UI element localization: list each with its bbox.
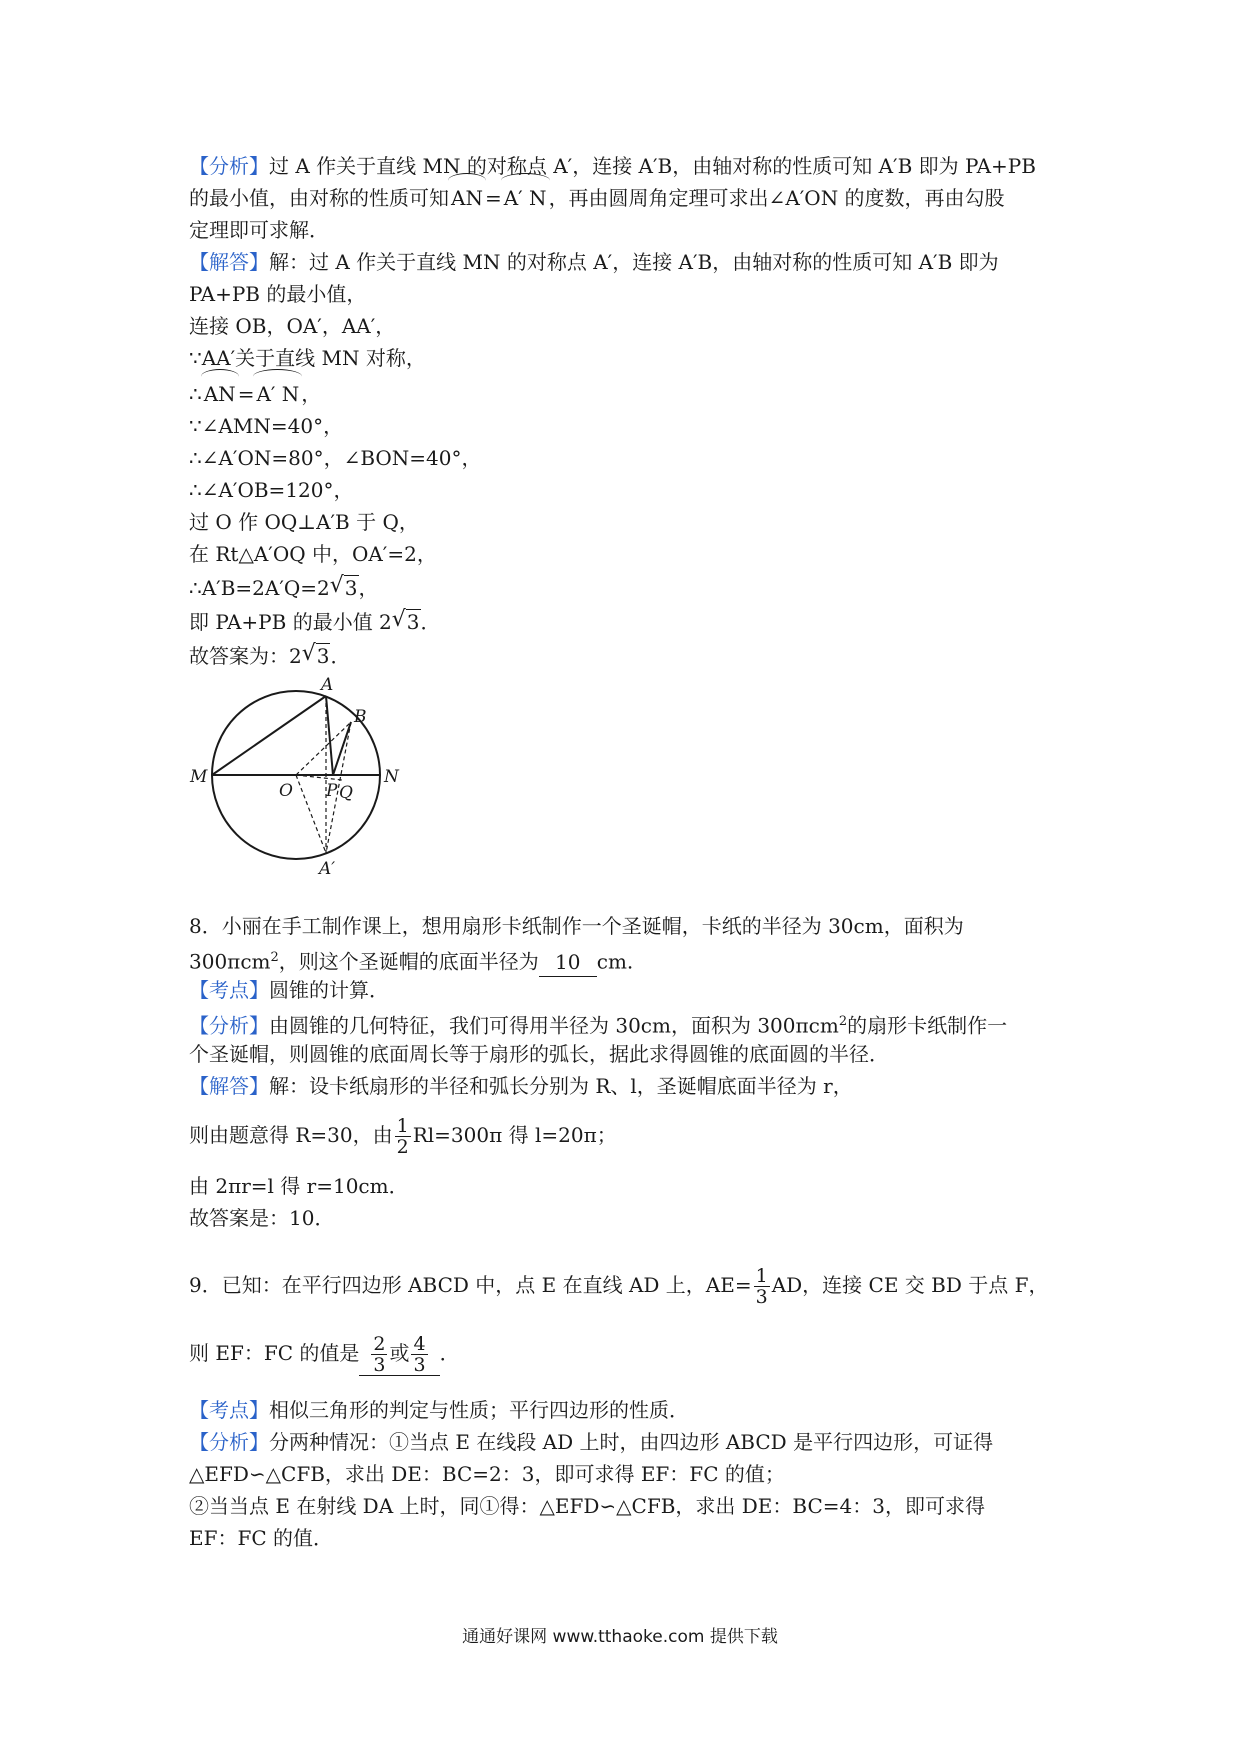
q8-analysis-line-1: 【分析】由圆锥的几何特征，我们可得用半径为 30cm，面积为 300πcm$^2$的扇形卡纸制作一 (189, 1013, 1008, 1038)
fraction-one-half: $\frac{1}{2}$ (396, 1115, 409, 1158)
kaodian-tag: 【考点】 (189, 978, 269, 1002)
q7-solution-line-8: ∴∠A′OB=120°， (189, 478, 354, 502)
q8-solution-line-1: 【解答】解：设卡纸扇形的半径和弧长分别为 R、l，圣诞帽底面半径为 r， (189, 1074, 853, 1098)
q7-solution-line-12: 即 PA+PB 的最小值 2√ 3． (189, 606, 441, 638)
q8-solution-line-2: 则由题意得 R=30，由 $\frac{1}{2}$ Rl=300π 得 l=20π； (189, 1115, 617, 1158)
q8-kaodian-line: 【考点】圆锥的计算． (189, 978, 389, 1002)
q7-solution-line-7: ∴∠A′ON=80°，∠BON=40°， (189, 446, 482, 470)
q9-analysis-line-1: 【分析】分两种情况：①当点 E 在线段 AD 上时，由四边形 ABCD 是平行四边形，可证得 (189, 1430, 994, 1454)
q7-solution-line-6: ∵∠AMN=40°， (189, 414, 344, 438)
label-a-prime: A′ (319, 859, 336, 879)
label-n: N (384, 767, 399, 787)
q7-solution-line-10: 在 Rt△A′OQ 中，OA′=2， (189, 542, 437, 566)
answer-blank: $\frac{2}{3}$ 或 $\frac{4}{3}$ (359, 1331, 439, 1376)
solution-tag: 【解答】 (189, 1074, 269, 1098)
q9-line-2: 则 EF：FC 的值是 $\frac{2}{3}$ 或 $\frac{4}{3}$ ． (189, 1333, 460, 1376)
analysis-tag: 【分析】 (189, 154, 269, 178)
q7-solution-line-9: 过 O 作 OQ⊥A′B 于 Q， (189, 510, 419, 534)
q7-solution-line-5: ∴ AN = A′ N ， (189, 378, 321, 410)
segment-oa-prime (296, 775, 326, 853)
kaodian-tag: 【考点】 (189, 1398, 269, 1422)
sqrt: √ 3 (392, 606, 421, 638)
q7-solution-line-3: 连接 OB，OA′，AA′， (189, 314, 396, 338)
sqrt: √ 3 (330, 572, 359, 604)
label-p: P (326, 781, 338, 801)
analysis-tag: 【分析】 (189, 1430, 269, 1454)
q7-solution-line-1: 【解答】解：过 A 作关于直线 MN 的对称点 A′，连接 A′B，由轴对称的性质可知 A′B 即为 (189, 250, 999, 274)
label-b: B (354, 707, 367, 727)
q8-analysis-line-2: 个圣诞帽，则圆锥的底面周长等于扇形的弧长，据此求得圆锥的底面圆的半径． (189, 1042, 889, 1066)
arc-an: AN (449, 182, 485, 214)
label-a: A (321, 675, 334, 695)
q7-solution-line-11: ∴A′B=2A′Q=2√ 3， (189, 572, 379, 604)
label-q: Q (339, 783, 353, 803)
fraction-four-thirds: $\frac{4}{3}$ (413, 1333, 426, 1376)
q9-analysis-line-3: ②当当点 E 在射线 DA 上时，同①得：△EFD∽△CFB，求出 DE：BC=4：3，即可求得 (189, 1494, 985, 1518)
q8-solution-line-4: 故答案是：10． (189, 1206, 335, 1230)
circle-figure (186, 672, 406, 882)
q8-solution-line-3: 由 2πr=l 得 r=10cm． (189, 1174, 409, 1198)
q9-analysis-line-4: EF：FC 的值． (189, 1526, 334, 1550)
q9-analysis-line-2: △EFD∽△CFB，求出 DE：BC=2：3，即可求得 EF：FC 的值； (189, 1462, 785, 1486)
solution-tag: 【解答】 (189, 250, 269, 274)
answer-blank: 10 (539, 948, 597, 977)
label-o: O (279, 781, 293, 801)
sqrt: √ 3 (302, 640, 331, 672)
label-m: M (190, 767, 208, 787)
q9-kaodian-line: 【考点】相似三角形的判定与性质；平行四边形的性质． (189, 1398, 689, 1422)
segment-ap (326, 696, 333, 775)
arc-a-prime-n: A′ N (502, 182, 549, 214)
q7-solution-line-2: PA+PB 的最小值， (189, 282, 367, 306)
q7-analysis-line-1: 【分析】过 A 作关于直线 MN 的对称点 A′，连接 A′B，由轴对称的性质可知 A′B 即为 PA+PB (189, 154, 1036, 178)
q8-line-1: 8．小丽在手工制作课上，想用扇形卡纸制作一个圣诞帽，卡纸的半径为 30cm，面积为 (189, 914, 964, 938)
fraction-one-third: $\frac{1}{3}$ (755, 1265, 768, 1308)
page-footer: 通通好课网 www.tthaoke.com 提供下载 (462, 1627, 778, 1647)
q8-line-2: 300πcm$^2$，则这个圣诞帽的底面半径为 10 cm. (189, 942, 633, 978)
q9-line-1: 9．已知：在平行四边形 ABCD 中，点 E 在直线 AD 上，AE= $\frac{1}{3}$ AD，连接 CE 交 BD 于点 F， (189, 1265, 1049, 1308)
q7-solution-line-4: ∵AA′关于直线 MN 对称， (189, 346, 426, 370)
analysis-tag: 【分析】 (189, 1013, 269, 1038)
fraction-two-thirds: $\frac{2}{3}$ (373, 1333, 386, 1376)
q7-solution-line-13: 故答案为：2√ 3． (189, 640, 350, 672)
q7-analysis-line-2: 的最小值，由对称的性质可知 AN = A′ N ，再由圆周角定理可求出∠A′ON 的度数，再由勾股 (189, 182, 1005, 214)
q7-analysis-line-3: 定理即可求解． (189, 218, 329, 242)
